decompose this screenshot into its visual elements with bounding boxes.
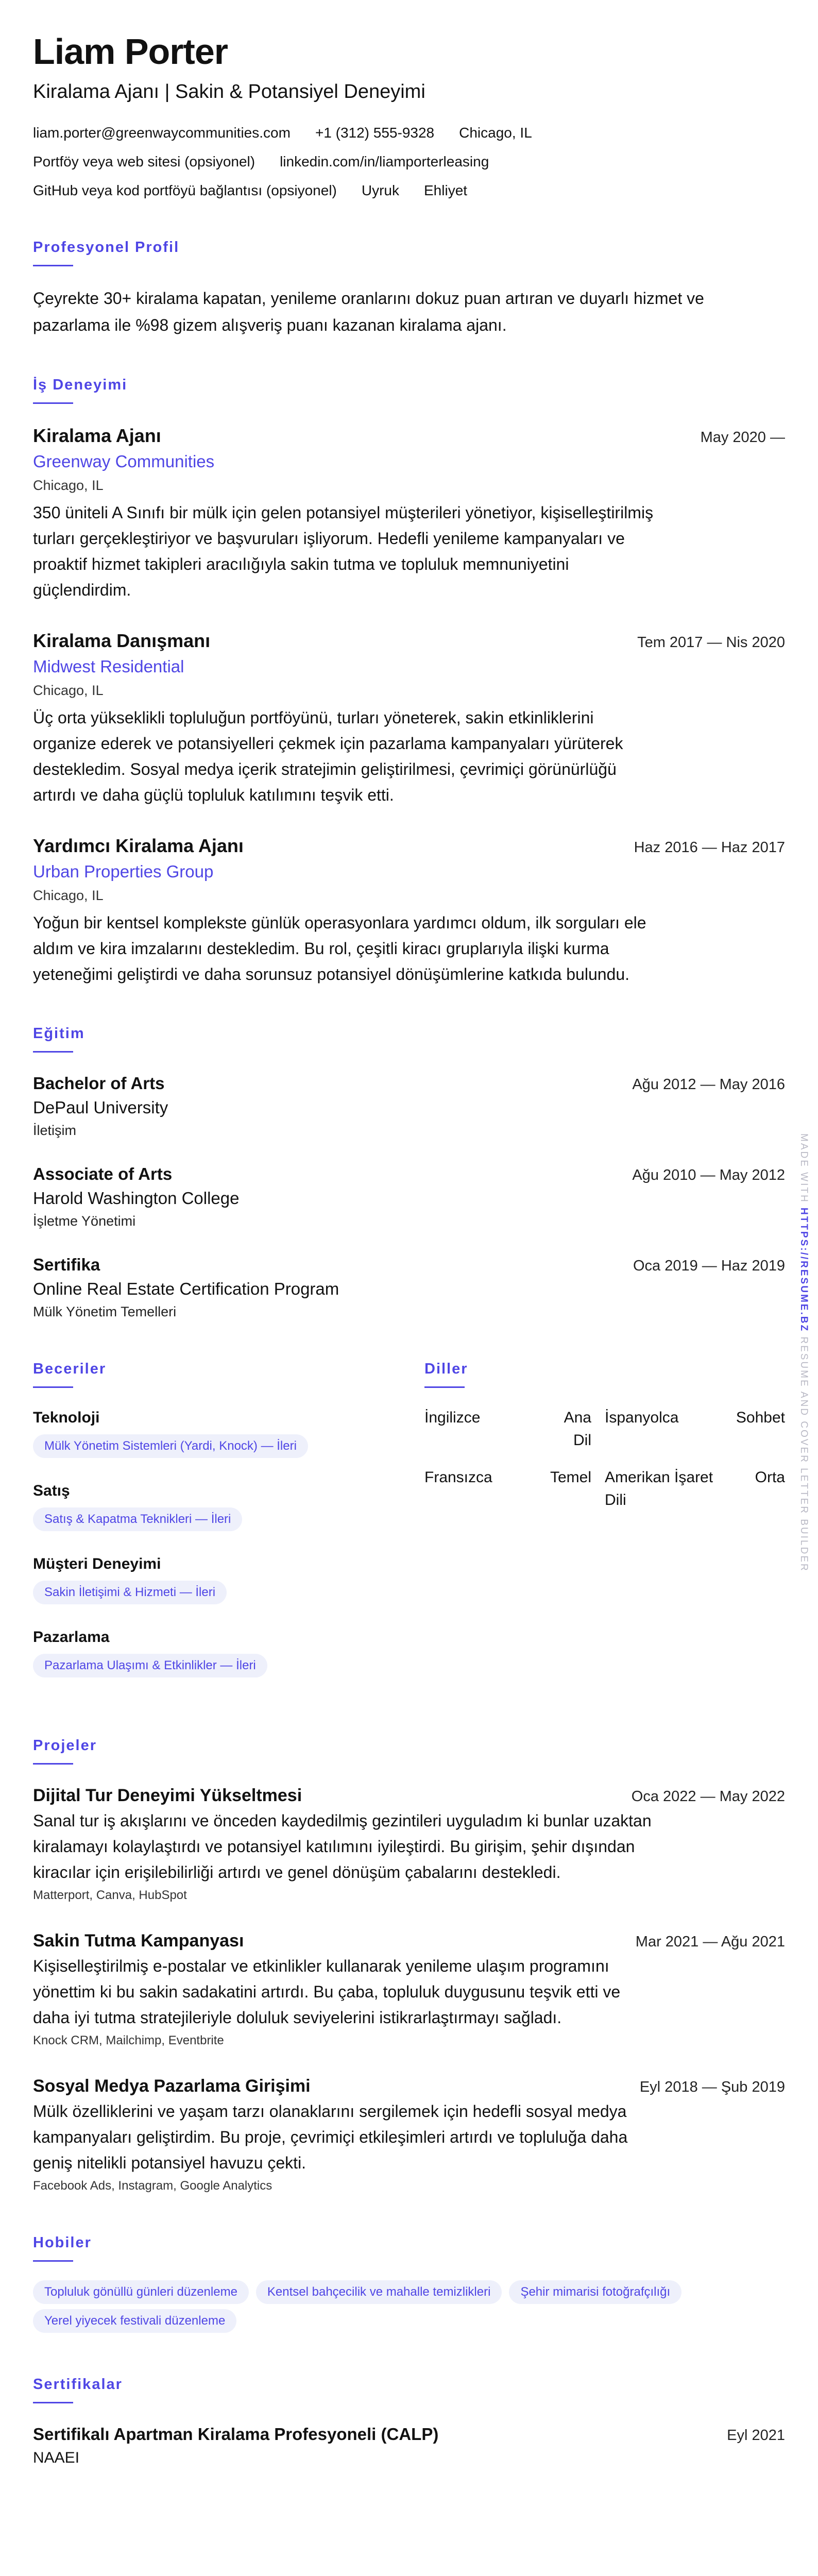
experience-entry [33, 422, 785, 603]
school-name: Online Real Estate Certification Program [33, 1279, 339, 1298]
skill-group [33, 1626, 424, 1683]
language-level: Sohbet [736, 1409, 785, 1426]
job-location: Chicago, IL [33, 888, 104, 903]
education-dates: Oca 2019 — Haz 2019 [633, 1258, 785, 1274]
language-name: Fransızca [424, 1469, 492, 1486]
skill-group [33, 1480, 424, 1536]
job-location: Chicago, IL [33, 683, 104, 698]
language-level: Ana Dil [564, 1409, 591, 1449]
school-name: Harold Washington College [33, 1189, 240, 1208]
resume-header [33, 0, 785, 201]
contact-license: Ehliyet [424, 182, 468, 198]
experience-section [33, 375, 785, 987]
language-level: Orta [755, 1469, 785, 1486]
skill-group-name: Pazarlama [33, 1629, 110, 1646]
education-section [33, 1023, 785, 1323]
contact-github[interactable]: GitHub veya kod portföyü bağlantısı (opsiyonel) [33, 182, 337, 198]
section-divider [33, 2260, 73, 2262]
section-divider [33, 2402, 73, 2403]
section-divider [33, 1386, 73, 1388]
languages-grid [424, 1406, 785, 1512]
study-field: İletişim [33, 1123, 77, 1138]
study-field: İşletme Yönetimi [33, 1213, 136, 1229]
project-dates: Oca 2022 — May 2022 [631, 1788, 785, 1805]
skill-chip: Pazarlama Ulaşımı & Etkinlikler — İleri [33, 1654, 267, 1677]
skill-group-name: Teknoloji [33, 1409, 100, 1426]
project-description: Sanal tur iş akışlarını ve önceden kaydedilmiş gezintileri uyguladım ki bunlar uzaktan kiralamayı kolaylaştırdı ve potansiyel katılımını iyileştirdi. Bu girişim, şehir dışından kiracılar için erişilebilirliği artırdı ve genel dönüşüm çabalarını destekledi. [33, 1811, 652, 1882]
certification-date: Eyl 2021 [727, 2427, 785, 2444]
project-tools: Matterport, Canva, HubSpot [33, 1888, 187, 1902]
project-tools: Knock CRM, Mailchimp, Eventbrite [33, 2033, 224, 2047]
language-name: İngilizce [424, 1409, 481, 1426]
contact-linkedin[interactable]: linkedin.com/in/liamporterleasing [280, 154, 489, 170]
job-dates: May 2020 — [700, 429, 785, 446]
experience-entry [33, 628, 785, 808]
profile-section [33, 237, 785, 338]
certification-issuer: NAAEI [33, 2449, 80, 2466]
language-level: Temel [550, 1469, 591, 1486]
contact-nationality: Uyruk [361, 182, 399, 198]
candidate-name: Liam Porter [33, 31, 228, 72]
builder-watermark [794, 1133, 813, 1572]
project-entry [33, 1783, 785, 1906]
hobby-chip: Yerel yiyecek festivali düzenleme [33, 2309, 236, 2333]
project-entry [33, 1928, 785, 2051]
education-dates: Ağu 2012 — May 2016 [632, 1076, 785, 1093]
section-divider [424, 1386, 465, 1388]
education-entry [33, 1162, 785, 1232]
hobbies-section [33, 2232, 785, 2338]
skill-chip: Mülk Yönetim Sistemleri (Yardi, Knock) — İleri [33, 1434, 308, 1458]
certifications-section [33, 2374, 785, 2469]
languages-section [424, 1359, 785, 1699]
section-heading: Diller [424, 1361, 468, 1377]
section-heading: İş Deneyimi [33, 377, 128, 393]
section-heading: Projeler [33, 1737, 97, 1754]
skills-languages-row [33, 1359, 785, 1699]
project-tools: Facebook Ads, Instagram, Google Analytics [33, 2179, 272, 2193]
section-divider [33, 265, 73, 266]
skill-group-name: Satış [33, 1482, 70, 1499]
education-dates: Ağu 2010 — May 2012 [632, 1167, 785, 1183]
job-description: 350 üniteli A Sınıfı bir mülk için gelen potansiyel müşterileri yönetiyor, kişiselleştirilmiş turları gerçekleştiriyor ve başvuruları işliyorum. Hedefli yenileme kampanyaları ve proaktif hizmet takipleri aracılığıyla sakin tutma ve topluluk memnuniyetini güçlendirdim. [33, 503, 654, 599]
section-divider [33, 402, 73, 404]
certification-title: Sertifikalı Apartman Kiralama Profesyoneli (CALP) [33, 2425, 439, 2444]
contact-location: Chicago, IL [459, 125, 532, 141]
section-heading: Profesyonel Profil [33, 239, 180, 256]
job-dates: Haz 2016 — Haz 2017 [634, 839, 785, 856]
company-name: Midwest Residential [33, 657, 184, 676]
skill-group [33, 1406, 424, 1463]
education-entry [33, 1252, 785, 1323]
skill-group [33, 1553, 424, 1609]
skills-section [33, 1359, 424, 1699]
hobby-chip: Kentsel bahçecilik ve mahalle temizlikleri [256, 2280, 502, 2304]
job-description: Yoğun bir kentsel komplekste günlük operasyonlara yardımcı oldum, ilk sorguları ele aldım ve kira imzalarını destekledim. Bu rol, çeşitli kiracı gruplarıyla ilişki kurma yeteneğimi geliştirdi ve daha sorunsuz potansiyel dönüşümlerine katkıda bulundu. [33, 913, 646, 984]
section-divider [33, 1051, 73, 1053]
job-location: Chicago, IL [33, 478, 104, 493]
project-title: Sakin Tutma Kampanyası [33, 1931, 244, 1951]
section-heading: Sertifikalar [33, 2376, 123, 2393]
contact-row [33, 180, 785, 201]
project-description: Kişiselleştirilmiş e-postalar ve etkinlikler kullanarak yenileme ulaşım programını yönettim ki bu sakin sadakatini artırdı. Bu çaba, topluluk duygusunu teşvik etti ve daha iyi tutma stratejileriyle doluluk seviyelerini istikrarlaştırmayı sağladı. [33, 1957, 621, 2027]
project-entry [33, 2074, 785, 2196]
project-dates: Eyl 2018 — Şub 2019 [639, 2079, 785, 2095]
contact-row [33, 123, 785, 143]
skill-chip: Satış & Kapatma Teknikleri — İleri [33, 1507, 242, 1531]
school-name: DePaul University [33, 1098, 168, 1117]
degree-title: Associate of Arts [33, 1164, 173, 1183]
contact-email[interactable]: liam.porter@greenwaycommunities.com [33, 125, 291, 141]
hobby-chip: Şehir mimarisi fotoğrafçılığı [509, 2280, 681, 2304]
contact-row [33, 151, 785, 172]
hobby-chip: Topluluk gönüllü günleri düzenleme [33, 2280, 249, 2304]
certification-entry [33, 2422, 785, 2469]
section-heading: Eğitim [33, 1025, 85, 1042]
watermark-link[interactable]: HTTPS://RESUME.BZ [798, 1208, 809, 1333]
candidate-title: Kiralama Ajanı | Sakin & Potansiyel Deneyimi [33, 81, 425, 103]
job-title: Kiralama Danışmanı [33, 630, 211, 651]
experience-entry [33, 833, 785, 987]
watermark-prefix: MADE WITH [798, 1133, 809, 1204]
language-name: İspanyolca [605, 1409, 679, 1426]
skill-chip: Sakin İletişimi & Hizmeti — İleri [33, 1581, 227, 1604]
company-name: Urban Properties Group [33, 862, 214, 881]
section-heading: Hobiler [33, 2234, 92, 2251]
skill-group-name: Müşteri Deneyimi [33, 1555, 161, 1572]
resume-page [33, 0, 785, 2494]
project-title: Sosyal Medya Pazarlama Girişimi [33, 2076, 311, 2096]
job-title: Kiralama Ajanı [33, 425, 161, 446]
hobby-chips [33, 2280, 785, 2338]
project-description: Mülk özelliklerini ve yaşam tarzı olanaklarını sergilemek için hedefli sosyal medya kampanyaları geliştirdim. Bu proje, çevrimiçi etkileşimleri artırdı ve topluluğa daha geniş nitelikli potansiyel havuzu çekti. [33, 2102, 628, 2172]
job-description: Üç orta yükseklikli topluluğun portföyünü, turları yöneterek, sakin etkinliklerini organize ederek ve potansiyelleri çekmek için pazarlama kampanyaları yürüterek destekledim. Sosyal medya içerik stratejimin geliştirilmesi, çevrimiçi görünürlüğü artırdı ve daha güçlü topluluk katılımını teşvik etti. [33, 708, 623, 804]
watermark-suffix: RESUME AND COVER LETTER BUILDER [798, 1336, 809, 1572]
job-title: Yardımcı Kiralama Ajanı [33, 835, 244, 856]
project-title: Dijital Tur Deneyimi Yükseltmesi [33, 1786, 302, 1805]
job-dates: Tem 2017 — Nis 2020 [637, 634, 785, 651]
study-field: Mülk Yönetim Temelleri [33, 1304, 177, 1319]
section-heading: Beceriler [33, 1361, 107, 1377]
contact-website[interactable]: Portföy veya web sitesi (opsiyonel) [33, 154, 255, 170]
contact-phone[interactable]: +1 (312) 555-9328 [315, 125, 435, 141]
degree-title: Sertifika [33, 1255, 100, 1274]
degree-title: Bachelor of Arts [33, 1074, 165, 1093]
profile-summary: Çeyrekte 30+ kiralama kapatan, yenileme oranlarını dokuz puan artıran ve duyarlı hizmet ve pazarlama ile %98 gizem alışveriş puanı kazanan kiralama ajanı. [33, 289, 704, 334]
project-dates: Mar 2021 — Ağu 2021 [635, 1934, 785, 1950]
company-name: Greenway Communities [33, 452, 215, 471]
section-divider [33, 1763, 73, 1765]
language-name: Amerikan İşaret Dili [605, 1469, 713, 1509]
projects-section [33, 1735, 785, 2196]
education-entry [33, 1071, 785, 1141]
